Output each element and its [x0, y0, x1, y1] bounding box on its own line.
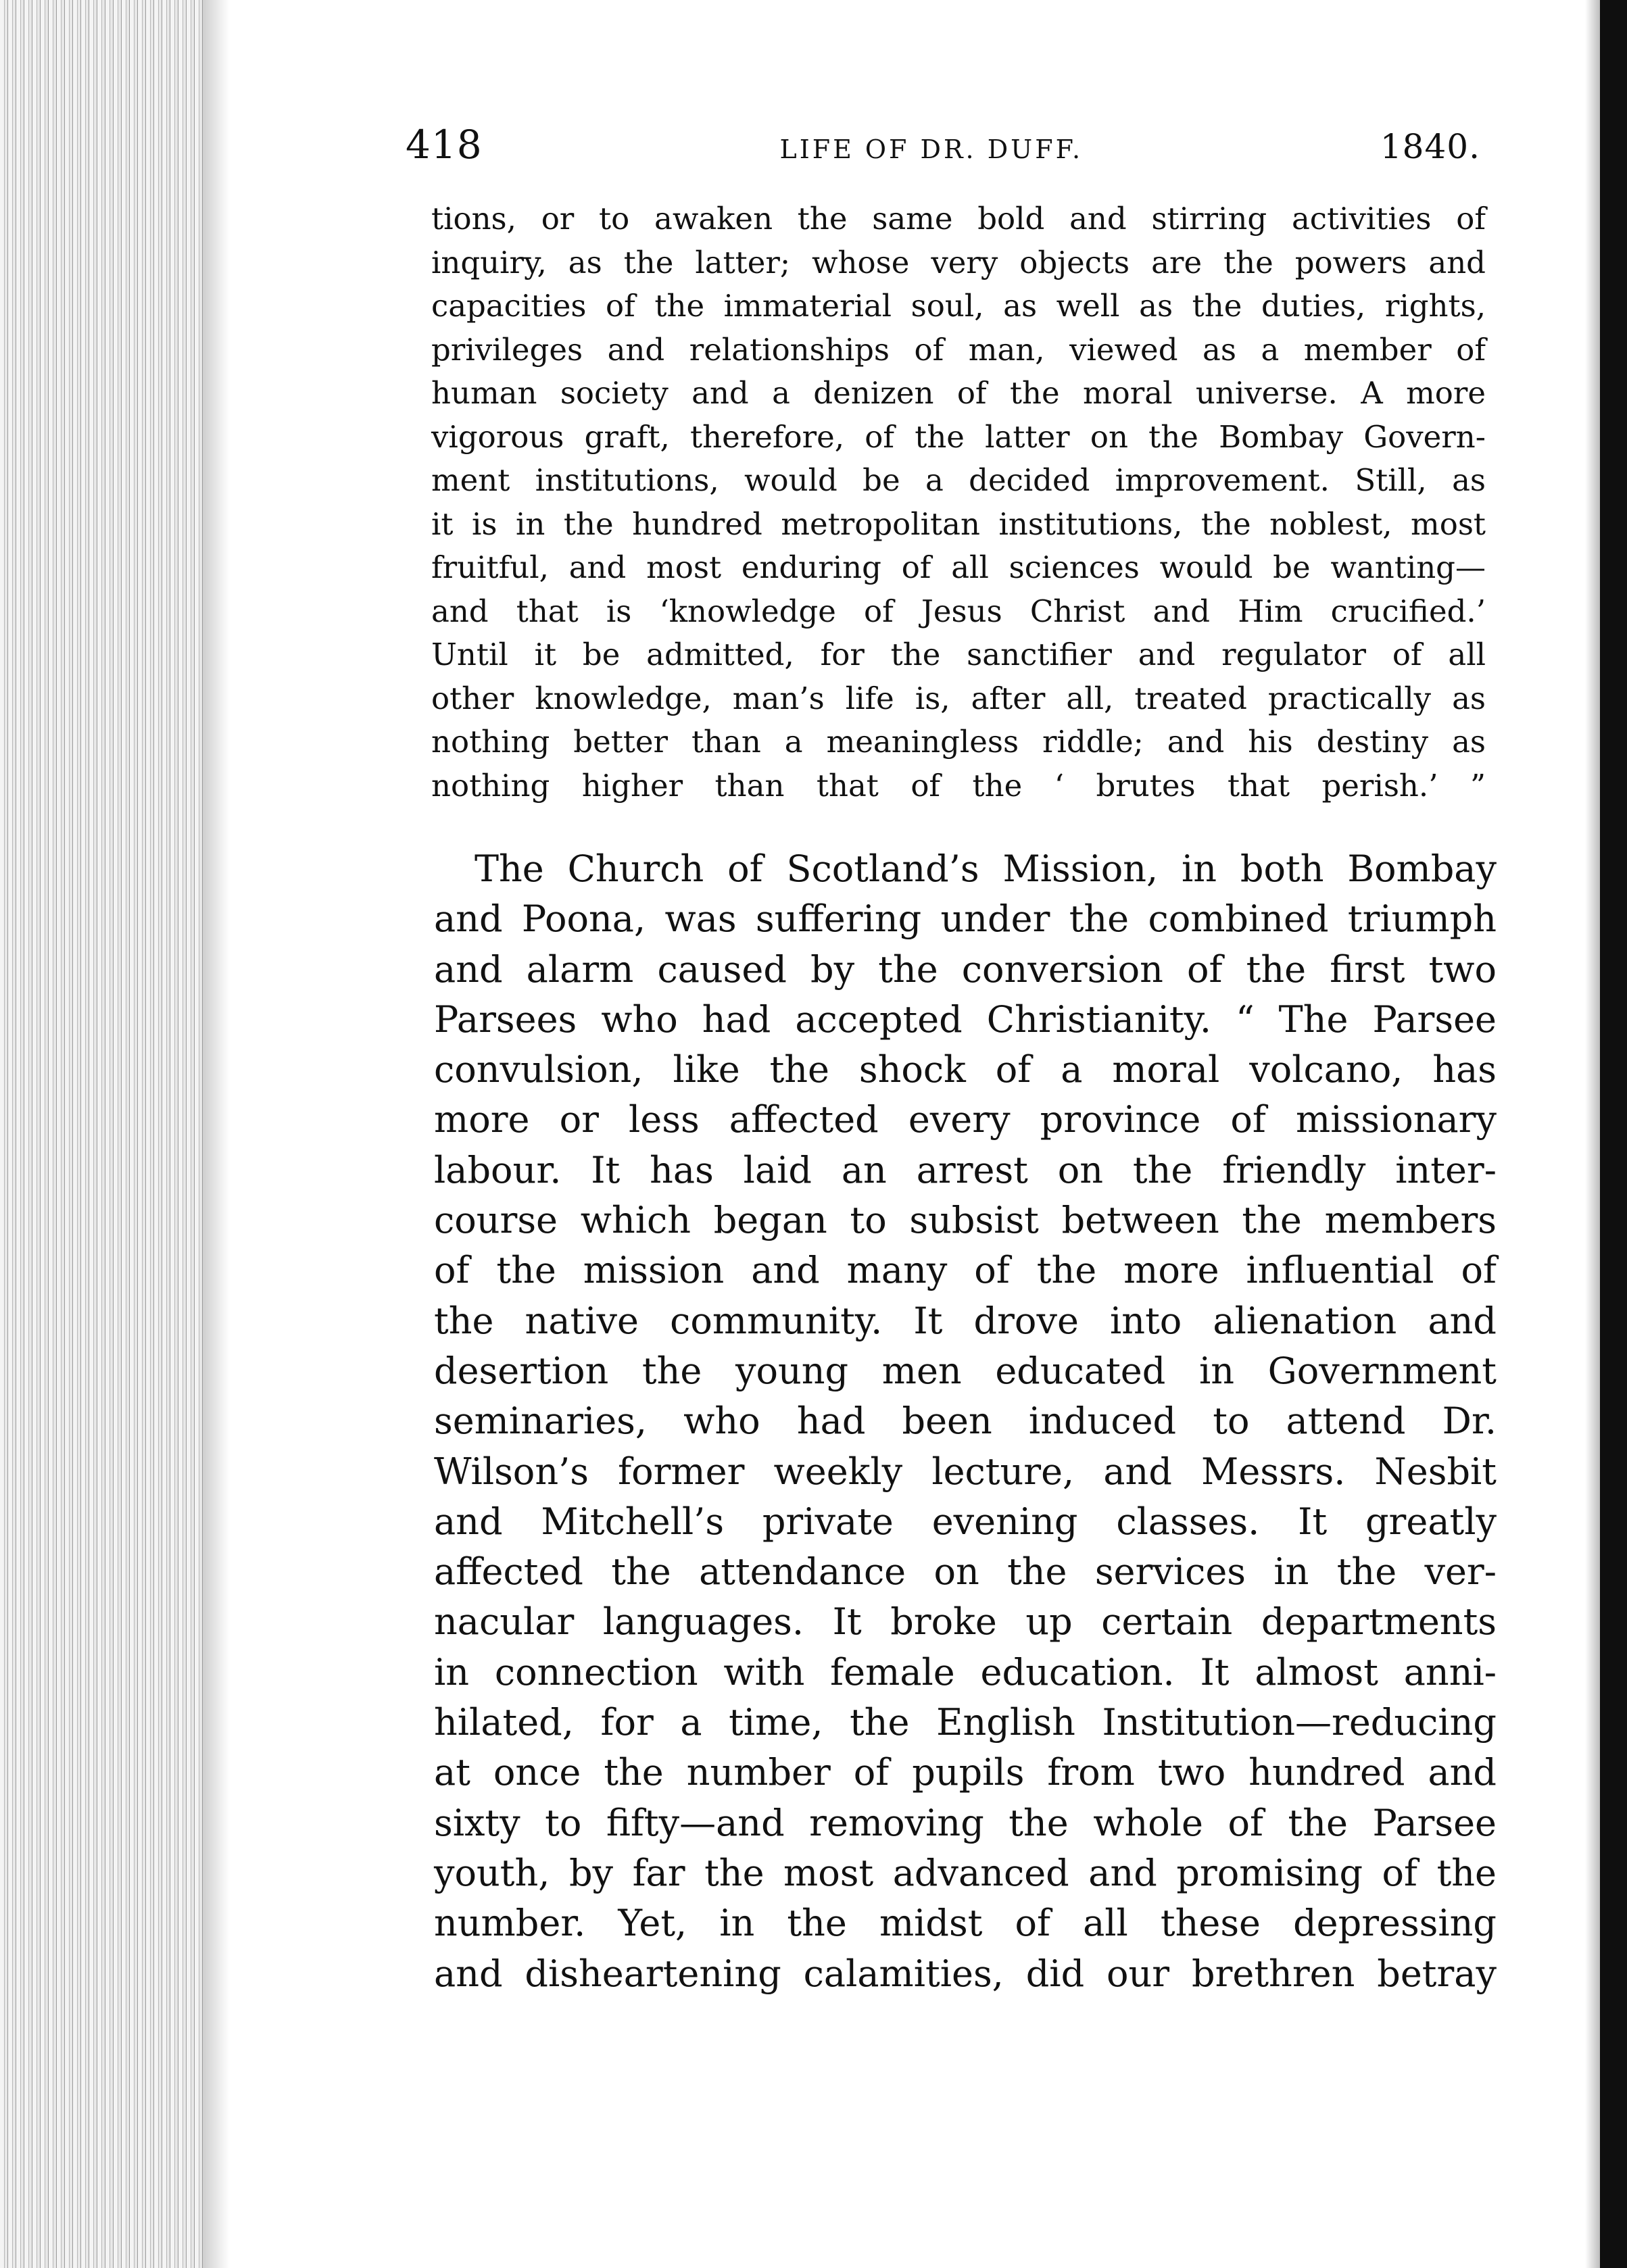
paragraph-line: Wilson’s former weekly lecture, and Messrs. Nesbit	[434, 1450, 1497, 1493]
paragraph-line: in connection with female education. It almost anni-	[434, 1650, 1497, 1694]
quote-line: it is in the hundred metropolitan institutions, the noblest, most	[431, 506, 1486, 542]
paragraph-line: the native community. It drove into alienation and	[434, 1299, 1497, 1342]
quote-line: fruitful, and most enduring of all sciences would be wanting—	[431, 549, 1486, 585]
paragraph-line: and Poona, was suffering under the combined triumph	[434, 897, 1497, 941]
quote-line: nothing higher than that of the ‘ brutes that perish.’ ”	[431, 767, 1486, 804]
paragraph-line: desertion the young men educated in Government	[434, 1349, 1497, 1392]
running-year: 1840.	[1380, 127, 1480, 166]
quote-line: other knowledge, man’s life is, after all, treated practically as	[431, 680, 1486, 716]
quote-line: vigorous graft, therefore, of the latter on the Bombay Govern-	[431, 418, 1486, 455]
paragraph-line: and Mitchell’s private evening classes. It greatly	[434, 1500, 1497, 1543]
paragraph-line: more or less affected every province of missionary	[434, 1098, 1497, 1141]
quote-line: tions, or to awaken the same bold and stirring activities of	[431, 201, 1486, 237]
paragraph-line: at once the number of pupils from two hundred and	[434, 1751, 1497, 1794]
page-edge-right	[1585, 0, 1600, 2268]
paragraph-line: Parsees who had accepted Christianity. “ The Parsee	[434, 997, 1497, 1041]
book-binding-right	[1600, 0, 1627, 2268]
paragraph-line: The Church of Scotland’s Mission, in both Bombay	[475, 847, 1497, 890]
paragraph-line: and alarm caused by the conversion of the first two	[434, 947, 1497, 991]
paragraph-line: affected the attendance on the services in the ver-	[434, 1550, 1497, 1594]
paragraph-line: and disheartening calamities, did our brethren betray	[434, 1952, 1497, 1995]
page-number: 418	[406, 122, 483, 168]
quote-line: Until it be admitted, for the sanctifier and regulator of all	[431, 637, 1486, 672]
quote-line: inquiry, as the latter; whose very objects are the powers and	[431, 244, 1486, 280]
paragraph-line: nacular languages. It broke up certain departments	[434, 1600, 1497, 1644]
running-head	[406, 122, 1480, 182]
quote-line: nothing better than a meaningless riddle; and his destiny as	[431, 724, 1486, 760]
body-paragraph	[406, 844, 1497, 1999]
quote-line: ment institutions, would be a decided improvement. Still, as	[431, 462, 1486, 498]
paragraph-line: seminaries, who had been induced to attend Dr.	[434, 1400, 1497, 1443]
page-edges-left	[0, 0, 223, 2268]
quoted-extract	[406, 197, 1486, 808]
page-body	[406, 122, 1497, 1999]
paragraph-line: convulsion, like the shock of a moral volcano, has	[434, 1048, 1497, 1091]
quote-line: and that is ‘knowledge of Jesus Christ and Him crucified.’	[431, 593, 1486, 629]
paragraph-line: number. Yet, in the midst of all these depressing	[434, 1902, 1497, 1945]
paragraph-line: course which began to subsist between the members	[434, 1199, 1497, 1242]
page-gutter-shadow	[203, 0, 230, 2268]
paragraph-line: sixty to fifty—and removing the whole of the Parsee	[434, 1801, 1497, 1844]
quote-line: human society and a denizen of the moral universe. A more	[431, 375, 1486, 411]
quote-line: capacities of the immaterial soul, as well as the duties, rights,	[431, 288, 1486, 324]
quote-line: privileges and relationships of man, viewed as a member of	[431, 331, 1486, 368]
paragraph-line: of the mission and many of the more influential of	[434, 1249, 1497, 1292]
paragraph-line: youth, by far the most advanced and promising of the	[434, 1851, 1497, 1894]
running-title: LIFE OF DR. DUFF.	[779, 134, 1084, 164]
paragraph-line: hilated, for a time, the English Institution—reducing	[434, 1701, 1497, 1744]
paragraph-line: labour. It has laid an arrest on the friendly inter-	[434, 1148, 1497, 1191]
